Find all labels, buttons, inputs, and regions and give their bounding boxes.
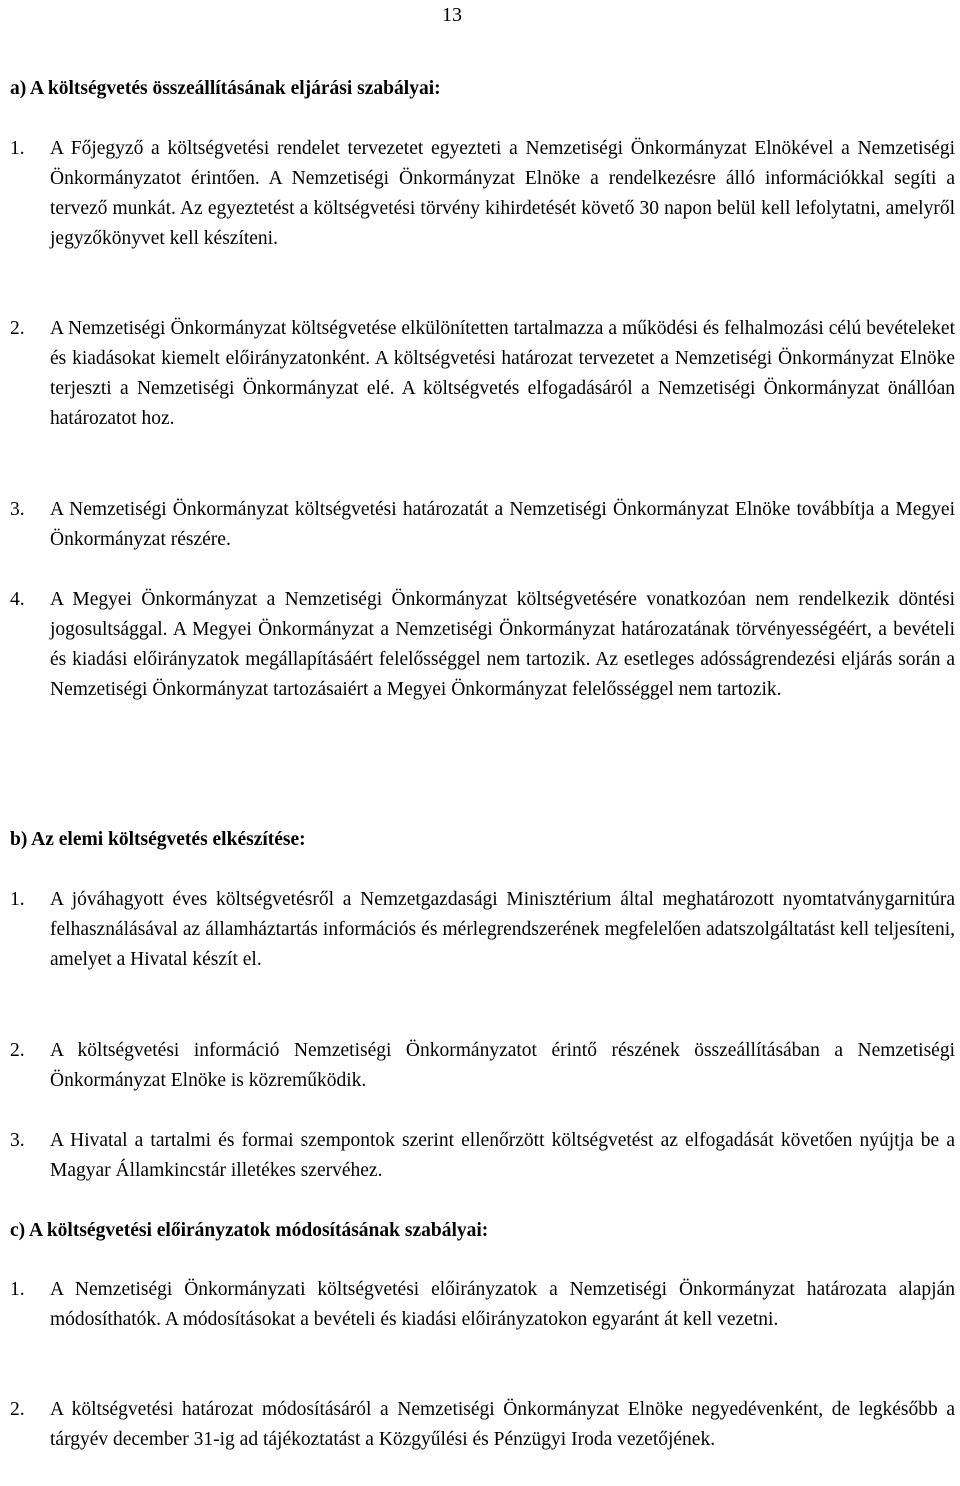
item-number: 4.: [10, 589, 25, 610]
item-text: A Nemzetiségi Önkormányzati költségvetési előirányzatok a Nemzetiségi Önkormányzat határozata alapján módosíthatók. A módosításokat a bevételi és kiadási előirányzatokon egyaránt át kell vezetni.: [50, 1279, 955, 1330]
item-number: 2.: [10, 318, 25, 339]
item-number: 3.: [10, 1130, 25, 1151]
item-text: A költségvetési határozat módosításáról a Nemzetiségi Önkormányzat Elnöke negyedévenként, de legkésőbb a tárgyév december 31-ig ad tájékoztatást a Közgyűlési és Pénzügyi Iroda vezetőjének.: [50, 1399, 955, 1450]
list-item: [10, 585, 955, 705]
section-heading-a: a) A költségvetés összeállításának eljárási szabályai:: [10, 78, 441, 99]
item-text: A költségvetési információ Nemzetiségi Önkormányzatot érintő részének összeállításában a Nemzetiségi Önkormányzat Elnöke is közreműködik.: [50, 1040, 955, 1091]
list-item: [10, 1036, 955, 1096]
item-number: 1.: [10, 1279, 25, 1300]
list-item: [10, 1275, 955, 1335]
item-text: A Főjegyző a költségvetési rendelet tervezetet egyezteti a Nemzetiségi Önkormányzat Elnökével a Nemzetiségi Önkormányzatot érintően. A Nemzetiségi Önkormányzat Elnöke a rendelkezésre álló információkkal segíti a tervező munkát. Az egyeztetést a költségvetési törvény kihirdetését követő 30 napon belül kell lefolytatni, amelyről jegyzőkönyvet kell készíteni.: [50, 138, 955, 249]
item-number: 1.: [10, 889, 25, 910]
list-item: [10, 1395, 955, 1455]
list-item: [10, 1126, 955, 1186]
section-heading-c: c) A költségvetési előirányzatok módosításának szabályai:: [10, 1220, 489, 1241]
list-item: [10, 134, 955, 254]
list-item: [10, 495, 955, 555]
item-text: A jóváhagyott éves költségvetésről a Nemzetgazdasági Minisztérium által meghatározott nyomtatványgarnitúra felhasználásával az államháztartás információs és mérlegrendszerének megfelelően adatszolgáltatást kell teljesíteni, amelyet a Hivatal készít el.: [50, 889, 955, 970]
item-text: A Hivatal a tartalmi és formai szempontok szerint ellenőrzött költségvetést az elfogadását követően nyújtja be a Magyar Államkincstár illetékes szervéhez.: [50, 1130, 955, 1181]
list-item: [10, 314, 955, 434]
item-text: A Nemzetiségi Önkormányzat költségvetési határozatát a Nemzetiségi Önkormányzat Elnöke továbbítja a Megyei Önkormányzat részére.: [50, 499, 955, 550]
item-text: A Nemzetiségi Önkormányzat költségvetése elkülönítetten tartalmazza a működési és felhalmozási célú bevételeket és kiadásokat kiemelt előirányzatonként. A költségvetési határozat tervezetet a Nemzetiségi Önkormányzat Elnöke terjeszti a Nemzetiségi Önkormányzat elé. A költségvetés elfogadásáról a Nemzetiségi Önkormányzat önállóan határozatot hoz.: [50, 318, 955, 429]
page-number: 13: [442, 4, 462, 26]
list-item: [10, 885, 955, 975]
item-text: A Megyei Önkormányzat a Nemzetiségi Önkormányzat költségvetésére vonatkozóan nem rendelkezik döntési jogosultsággal. A Megyei Önkormányzat a Nemzetiségi Önkormányzat határozatának törvényességéért, a bevételi és kiadási előirányzatok megállapításáért felelősséggel nem tartozik. Az esetleges adósságrendezési eljárás során a Nemzetiségi Önkormányzat tartozásaiért a Megyei Önkormányzat felelősséggel nem tartozik.: [50, 589, 955, 700]
item-number: 2.: [10, 1399, 25, 1420]
item-number: 1.: [10, 138, 25, 159]
item-number: 2.: [10, 1040, 25, 1061]
item-number: 3.: [10, 499, 25, 520]
section-heading-b: b) Az elemi költségvetés elkészítése:: [10, 829, 306, 850]
